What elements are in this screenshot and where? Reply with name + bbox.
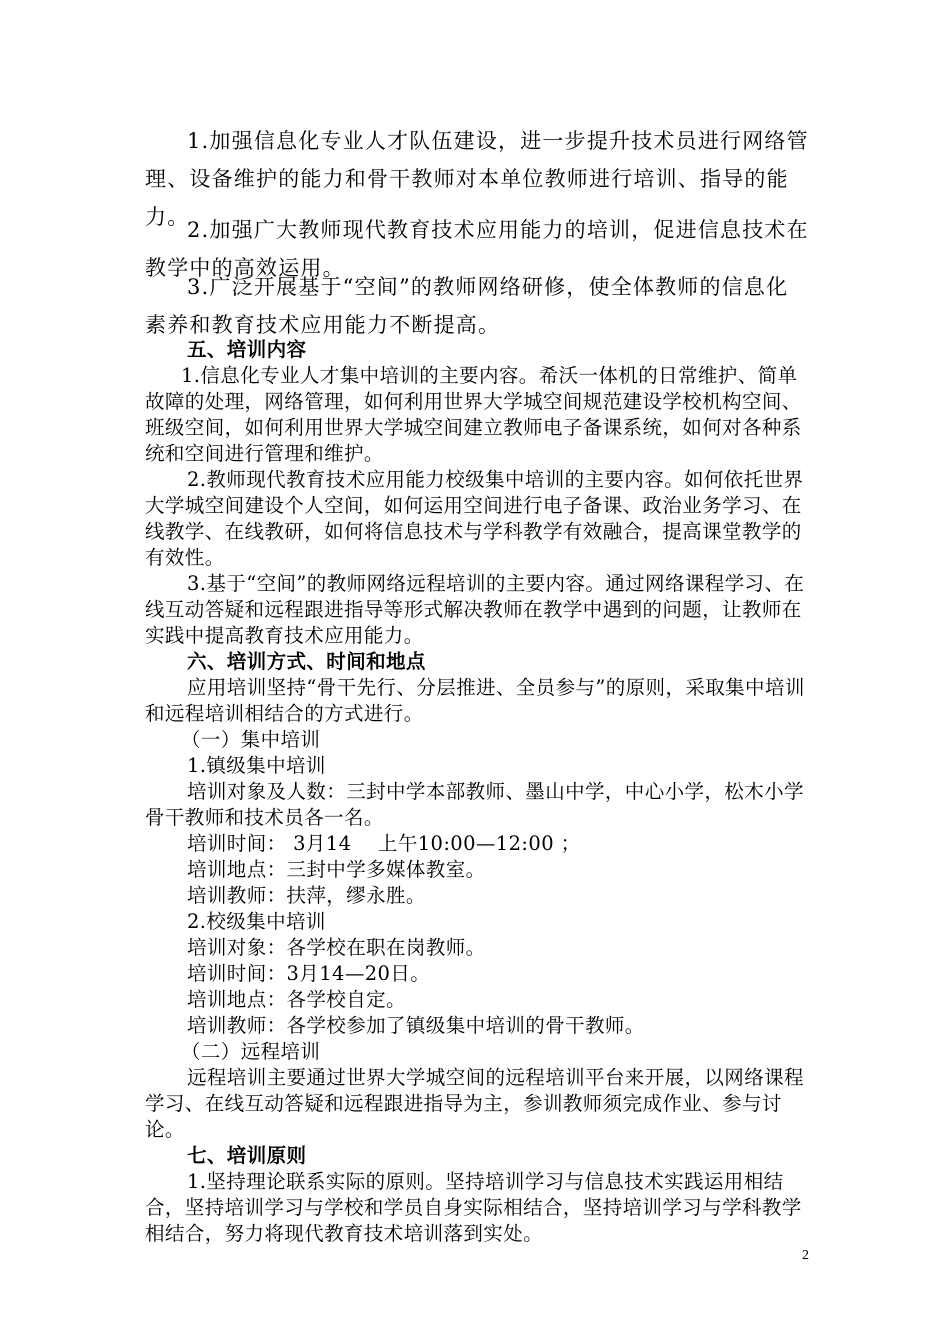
paragraph-5-3: 3.基于“空间”的教师网络远程培训的主要内容。通过网络课程学习、在线互动答疑和远程跟进指导等形式解决教师在教学中遇到的问题，让教师在实践中提高教育技术应用能力。 [145, 572, 805, 647]
heading-section-5: 五、培训内容 [187, 338, 307, 361]
subheading-town-training: 1.镇级集中培训 [187, 754, 326, 777]
paragraph-5-2: 2.教师现代教育技术应用能力校级集中培训的主要内容。如何依托世界大学城空间建设个人空间，如何运用空间进行电子备课、政治业务学习、在线教学、在线教研，如何将信息技术与学科教学有效融合，提高课堂教学的有效性。 [145, 468, 804, 569]
subheading-centralized-training: （一）集中培训 [181, 728, 321, 751]
school-training-participants: 培训对象：各学校在职在岗教师。 [187, 936, 486, 959]
paragraph-goal-2: 2.加强广大教师现代教育技术应用能力的培训，促进信息技术在教学中的高效运用。 [145, 218, 809, 280]
town-training-time: 培训时间： 3月14 上午10:00—12:00 ； [187, 832, 581, 855]
paragraph-7-1: 1.坚持理论联系实际的原则。坚持培训学习与信息技术实践运用相结合，坚持培训学习与学校和学员自身实际相结合，坚持培训学习与学科教学相结合，努力将现代教育技术培训落到实处。 [145, 1170, 802, 1245]
school-training-place: 培训地点：各学校自定。 [187, 988, 406, 1011]
subheading-school-training: 2.校级集中培训 [187, 910, 326, 933]
town-training-place: 培训地点：三封中学多媒体教室。 [187, 858, 486, 881]
main-content [145, 337, 810, 1247]
town-training-teachers: 培训教师：扶萍，缪永胜。 [187, 884, 426, 907]
paragraph-remote-training: 远程培训主要通过世界大学城空间的远程培训平台来开展，以网络课程学习、在线互动答疑和远程跟进指导为主，参训教师须完成作业、参与讨论。 [145, 1066, 804, 1141]
heading-section-7: 七、培训原则 [187, 1144, 307, 1167]
paragraph-goal-1: 1.加强信息化专业人才队伍建设，进一步提升技术员进行网络管理、设备维护的能力和骨干教师对本单位教师进行培训、指导的能力。 [145, 129, 809, 229]
school-training-teachers: 培训教师：各学校参加了镇级集中培训的骨干教师。 [187, 1014, 645, 1037]
school-training-time: 培训时间：3月14—20日。 [187, 962, 431, 985]
paragraph-6-1: 应用培训坚持“骨干先行、分层推进、全员参与”的原则，采取集中培训和远程培训相结合的方式进行。 [145, 676, 805, 725]
paragraph-5-1: 1.信息化专业人才集中培训的主要内容。希沃一体机的日常维护、简单故障的处理，网络管理，如何利用世界大学城空间规范建设学校机构空间、班级空间，如何利用世界大学城空间建立教师电子备课系统，如何对各种系统和空间进行管理和维护。 [145, 364, 802, 465]
page-number: 2 [802, 1248, 809, 1263]
subheading-remote-training: （二）远程培训 [181, 1040, 321, 1063]
paragraph-goal-3: 3.广泛开展基于“空间”的教师网络研修，使全体教师的信息化素养和教育技术应用能力不断提高。 [145, 275, 789, 337]
town-training-participants: 培训对象及人数：三封中学本部教师、墨山中学，中心小学，松木小学骨干教师和技术员各一名。 [145, 780, 804, 829]
heading-section-6: 六、培训方式、时间和地点 [187, 650, 426, 673]
